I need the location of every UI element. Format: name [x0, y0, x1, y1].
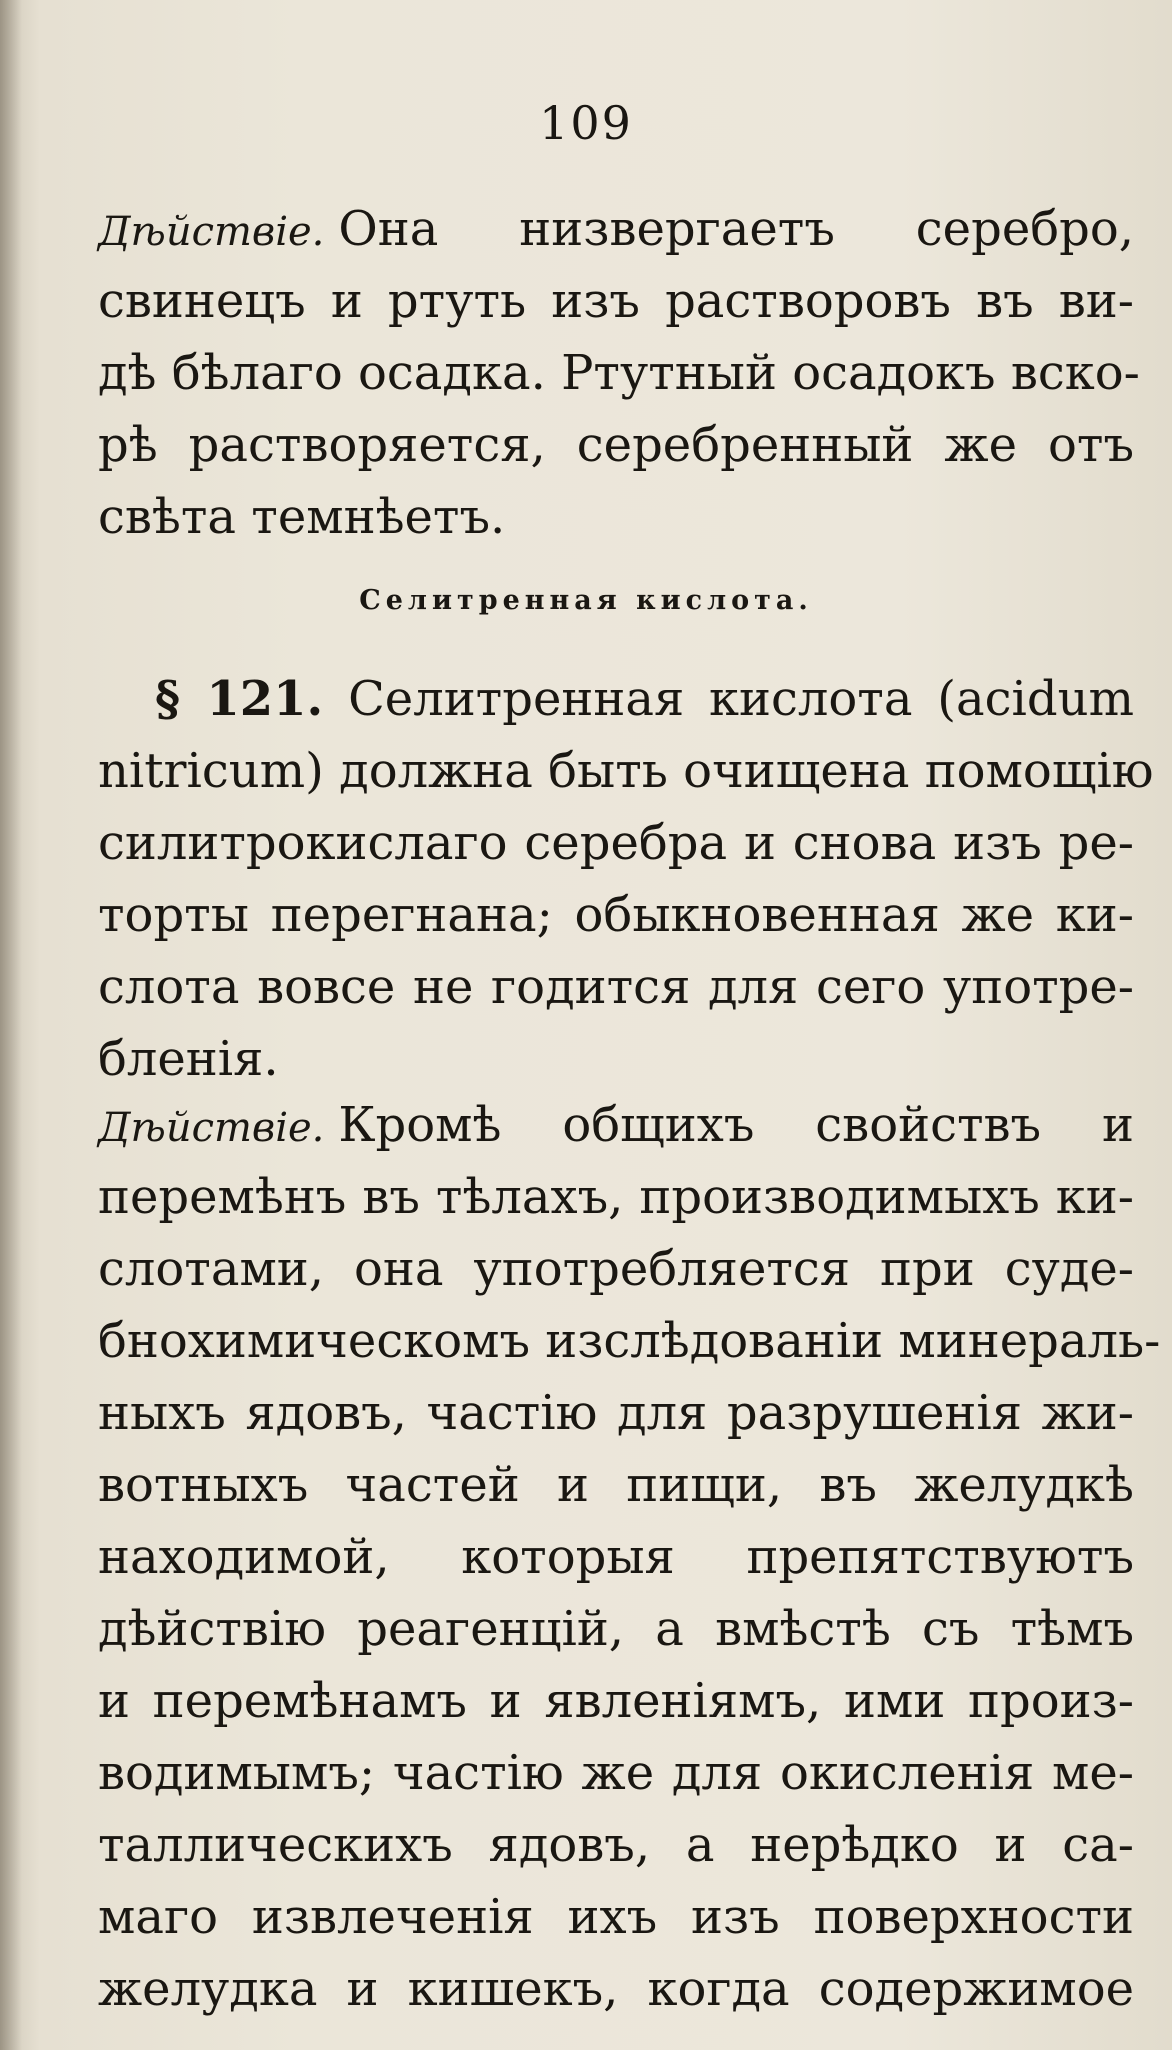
section-line-3: силитрокислаго серебра и снова изъ ре-: [98, 815, 1134, 871]
paragraph-2-line-7: находимой, которыя препятствуютъ: [98, 1529, 1134, 1585]
paragraph-2-line-8: дѣйствію реагенцій, а вмѣстѣ съ тѣмъ: [98, 1601, 1134, 1657]
paragraph-2-line-1: [98, 1092, 1134, 1161]
paragraph-2-line-5: ныхъ ядовъ, частію для разрушенія жи-: [98, 1385, 1134, 1441]
paragraph-1-line-3: дѣ бѣлаго осадка. Ртутный осадокъ вско-: [98, 345, 1140, 401]
paragraph-2-line-1-text: Кромѣ общихъ свойствъ и: [338, 1097, 1134, 1153]
paragraph-2-line-10: водимымъ; частію же для окисленія ме-: [98, 1745, 1134, 1801]
paragraph-2-label: Дѣйствіе.: [98, 1105, 325, 1151]
paragraph-1-line-1-text: Она низвергаетъ серебро,: [338, 201, 1134, 257]
page-number: 109: [539, 96, 633, 150]
section-number: § 121.: [155, 671, 324, 727]
paragraph-2-line-6: вотныхъ частей и пищи, въ желудкѣ: [98, 1457, 1134, 1513]
paragraph-2-line-4: бнохимическомъ изслѣдованіи минераль-: [98, 1313, 1161, 1369]
section-line-1-text: Селитренная кислота (acidum: [348, 671, 1135, 727]
paragraph-2-line-12: маго извлеченія ихъ изъ поверхности: [98, 1889, 1134, 1945]
paragraph-1-label: Дѣйствіе.: [98, 209, 325, 255]
paragraph-2-line-13: желудка и кишекъ, когда содержимое: [98, 1961, 1134, 2017]
paragraph-1-line-1: [98, 196, 1134, 265]
section-line-4: торты перегнана; обыкновенная же ки-: [98, 887, 1134, 943]
paragraph-1-line-4: рѣ растворяется, серебренный же отъ: [98, 417, 1134, 473]
section-line-1: [155, 666, 1134, 732]
page-spine-shadow: [0, 0, 22, 2050]
paragraph-1-line-2: свинецъ и ртуть изъ растворовъ въ ви-: [98, 273, 1134, 329]
section-heading: Селитренная кислота.: [359, 585, 813, 616]
section-line-6: бленія.: [98, 1031, 279, 1087]
paragraph-2-line-9: и перемѣнамъ и явленіямъ, ими произ-: [98, 1673, 1134, 1729]
paragraph-2-line-3: слотами, она употребляется при суде-: [98, 1241, 1134, 1297]
section-line-2: nitricum) должна быть очищена помощію: [98, 743, 1154, 799]
paragraph-1-line-5: свѣта темнѣетъ.: [98, 489, 506, 545]
paragraph-2-line-11: таллическихъ ядовъ, а нерѣдко и са-: [98, 1817, 1134, 1873]
section-line-5: слота вовсе не годится для сего употре-: [98, 959, 1134, 1015]
paragraph-2-line-2: перемѣнъ въ тѣлахъ, производимыхъ ки-: [98, 1169, 1134, 1225]
